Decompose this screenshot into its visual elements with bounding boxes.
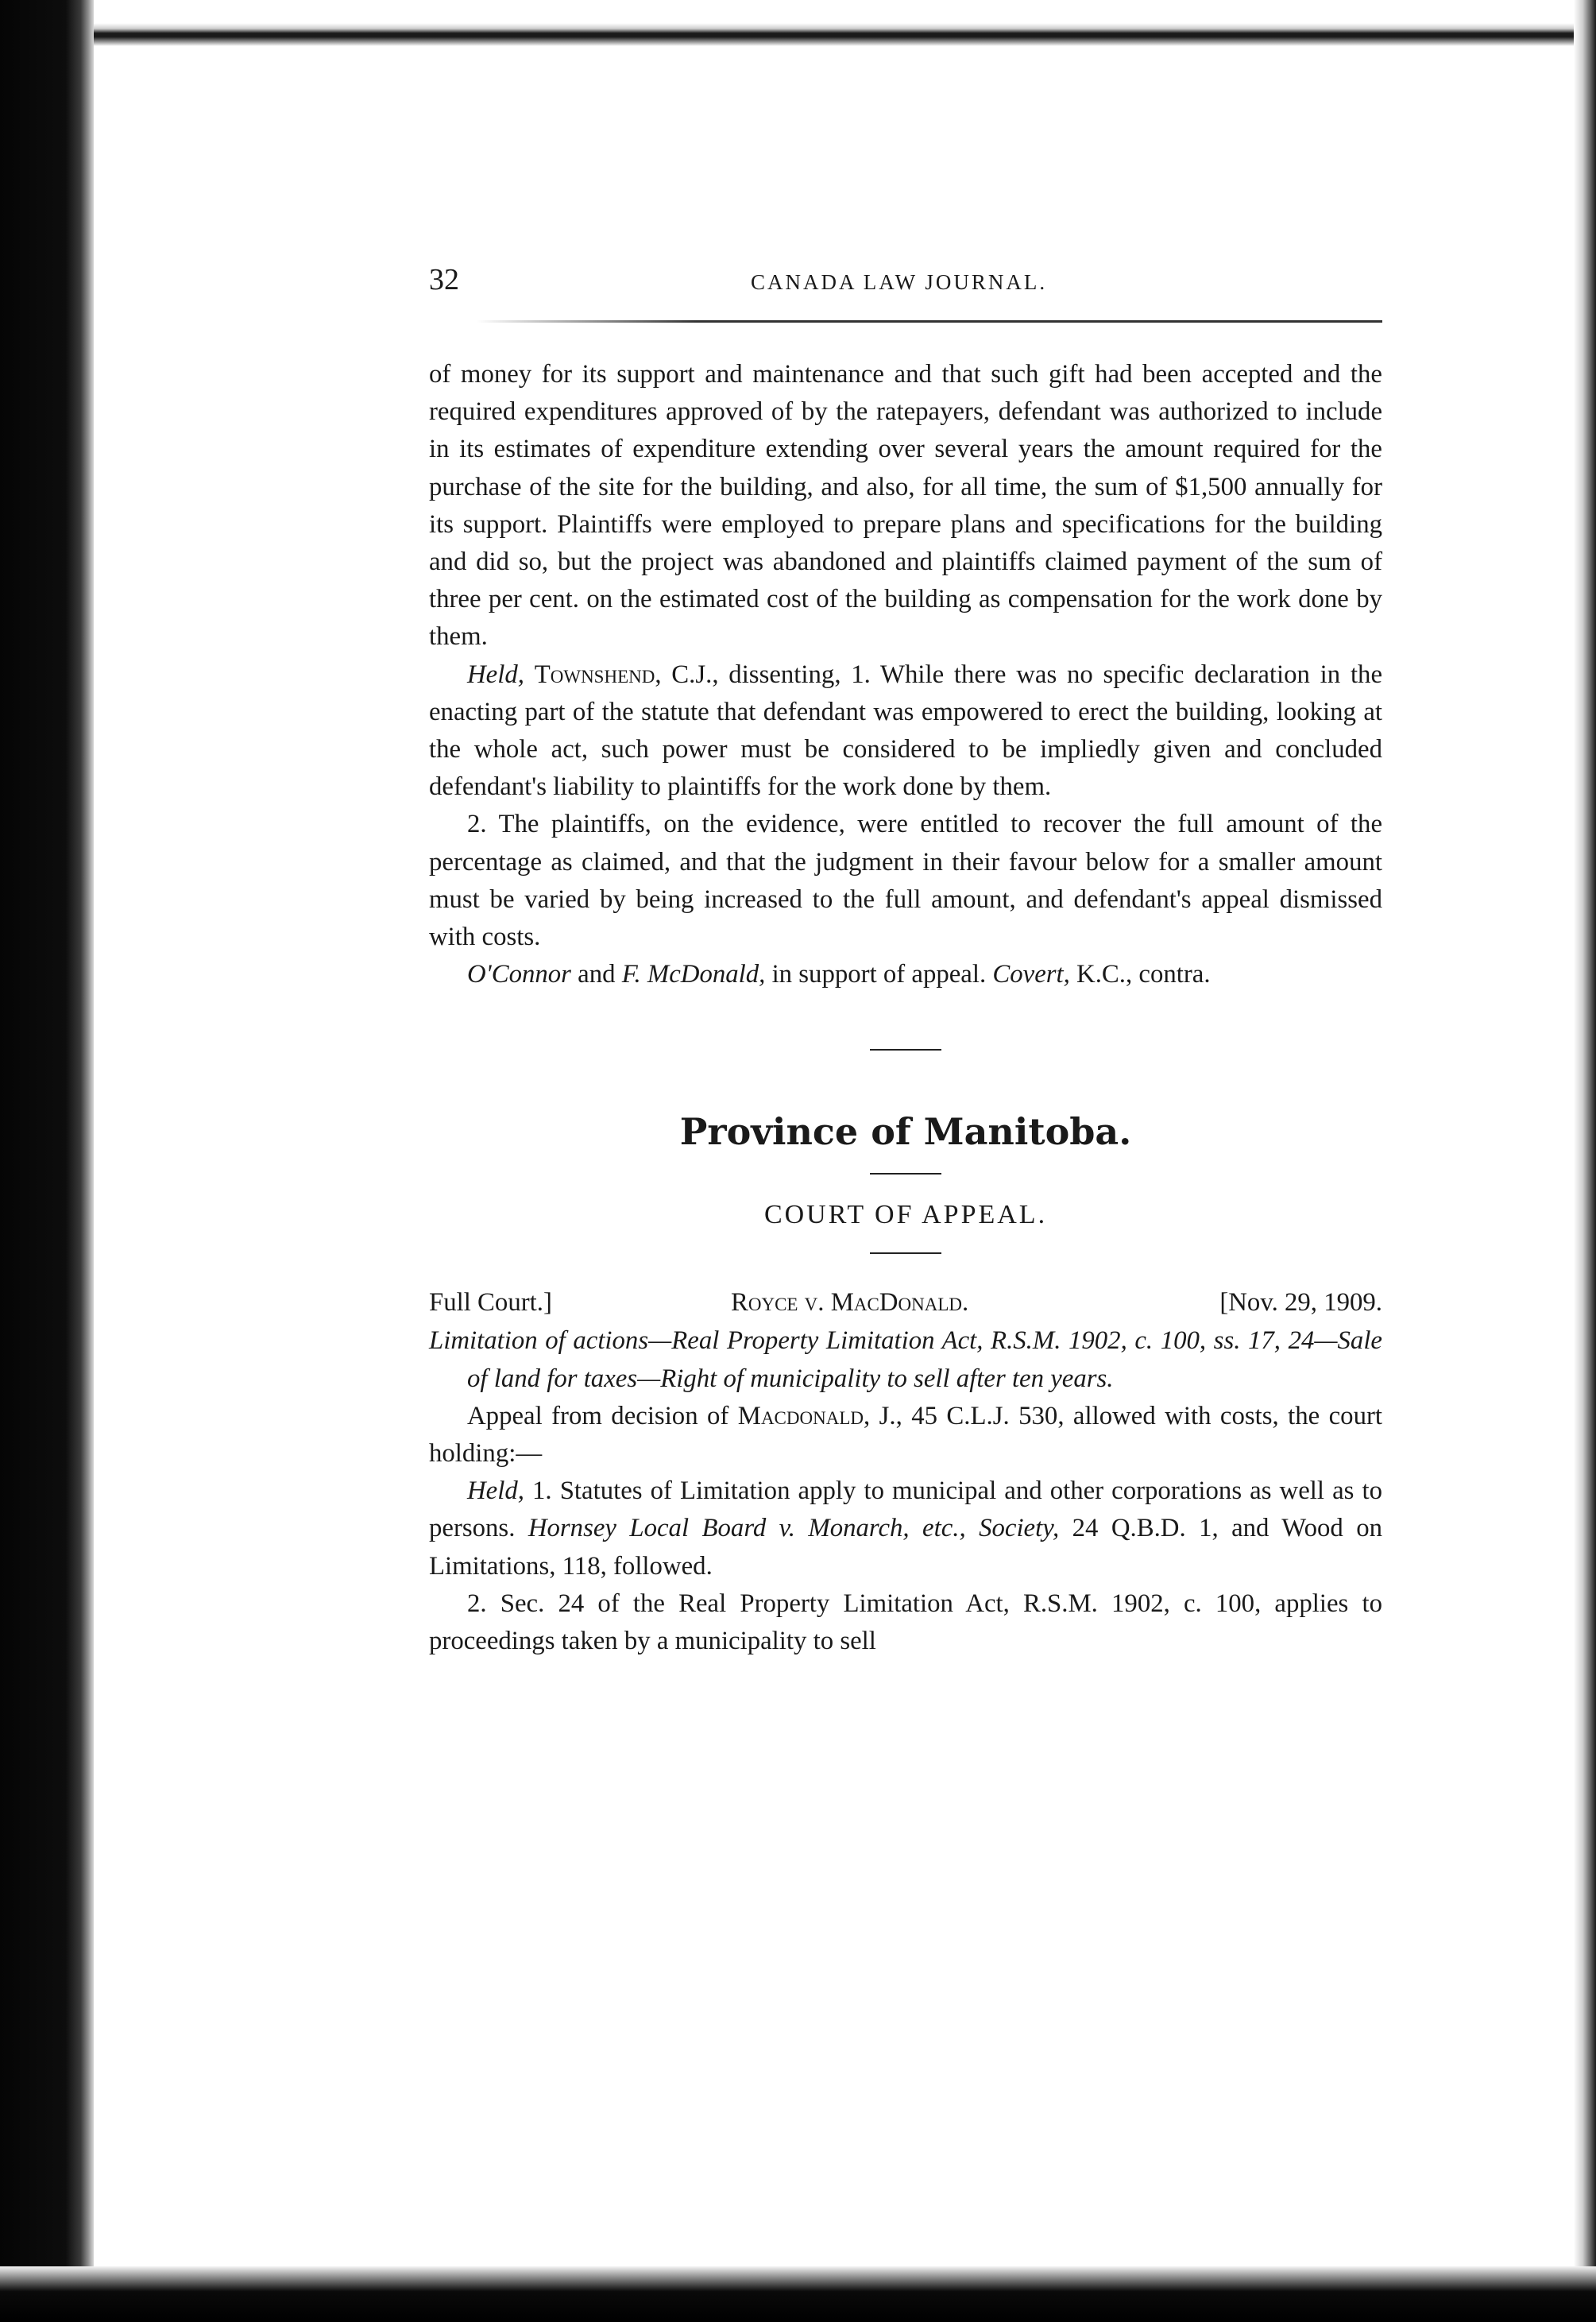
held-label: Held, [467,660,524,689]
section-rule [870,1049,941,1051]
held-label-2: Held, [467,1476,524,1506]
scan-border-left [0,0,94,2322]
headnote: Limitation of actions—Real Property Limitation Act, R.S.M. 1902, c. 100, ss. 17, 24—Sale of land for taxes—Right of municipality to sell after ten years. [429,1326,1382,1393]
counsel-mid: in support of appeal. [765,960,993,989]
held-text-2b: 24 Q.B.D. 1, and Wood on Limitations, 118, followed. [429,1514,1383,1581]
cited-case: Hornsey Local Board v. Monarch, etc., Society, [527,1514,1060,1543]
counsel-name-1: O'Connor [467,960,571,989]
header-rule [429,320,1382,323]
judge-name: Townshend [534,660,655,689]
case-date: [Nov. 29, 1909. [1219,1288,1382,1318]
appeal-post: , J., 45 C.L.J. 530, allowed with costs, the court holding:— [429,1401,1383,1469]
section-rule [870,1173,941,1175]
case-court: Full Court.] [429,1288,552,1318]
paragraph-held-2: 2. The plaintiffs, on the evidence, were entitled to recover the full amount of the percentage as claimed, and that the judgment in their favour below for a smaller amount must be varied by being increased to the full amount, and defendant's appeal dismissed with costs. [429,810,1382,952]
paragraph-facts: of money for its support and maintenance and that such gift had been accepted and the required expenditures approved of by the ratepayers, defendant was authorized to include in its estimates of expenditure extending over several years the amount required for the purchase of the site for the building, and also, for all time, the sum of $1,500 annually for its support. Plaintiffs were employed to prepare plans and specifications for the building and did so, but the project was abandoned and plaintiffs claimed payment of the sum of three per cent. on the estimated cost of the building as compensation for the work done by them. [429,360,1382,652]
province-heading: Province of Manitoba. [679,1110,1132,1154]
case-name: Royce v. MacDonald. [731,1288,969,1318]
scan-border-right [1574,0,1596,2322]
journal-title: CANADA LAW JOURNAL. [751,270,1048,294]
paragraph-held-3 [429,1473,1382,1585]
scan-border-top [94,0,1596,46]
running-header [429,262,1382,310]
case-caption [429,1284,1382,1322]
page-number: 32 [429,263,459,296]
held-text-2a: 1. Statutes of Limitation apply to municipal and other corporations as well as to persons. [429,1476,1382,1543]
held-text: , C.J., dissenting, 1. While there was no specific declaration in the enacting part of the statute that defendant was empowered to erect the building, looking at the whole act, such power must be considered to be impliedly given and concluded defendant's liability to plaintiffs for the work done by them. [429,660,1383,802]
paragraph-final: 2. Sec. 24 of the Real Property Limitation Act, R.S.M. 1902, c. 100, applies to proceedings taken by a municipality to sell [429,1589,1382,1656]
paragraph-held-1 [429,656,1382,807]
body-text [429,356,1382,1660]
appeal-pre: Appeal from decision of [467,1401,738,1430]
counsel-and: and [570,960,622,989]
counsel-end: K.C., contra. [1076,960,1211,989]
section-rule [870,1252,941,1254]
document-page [429,262,1383,1656]
counsel-name-2: F. McDonald, [621,960,766,989]
scan-border-bottom [0,2266,1596,2322]
paragraph-counsel [429,956,1382,993]
court-heading: COURT OF APPEAL. [763,1200,1048,1230]
appeal-judge: Macdonald [737,1401,864,1430]
counsel-name-3: Covert, [992,960,1070,989]
paragraph-appeal [429,1398,1382,1473]
